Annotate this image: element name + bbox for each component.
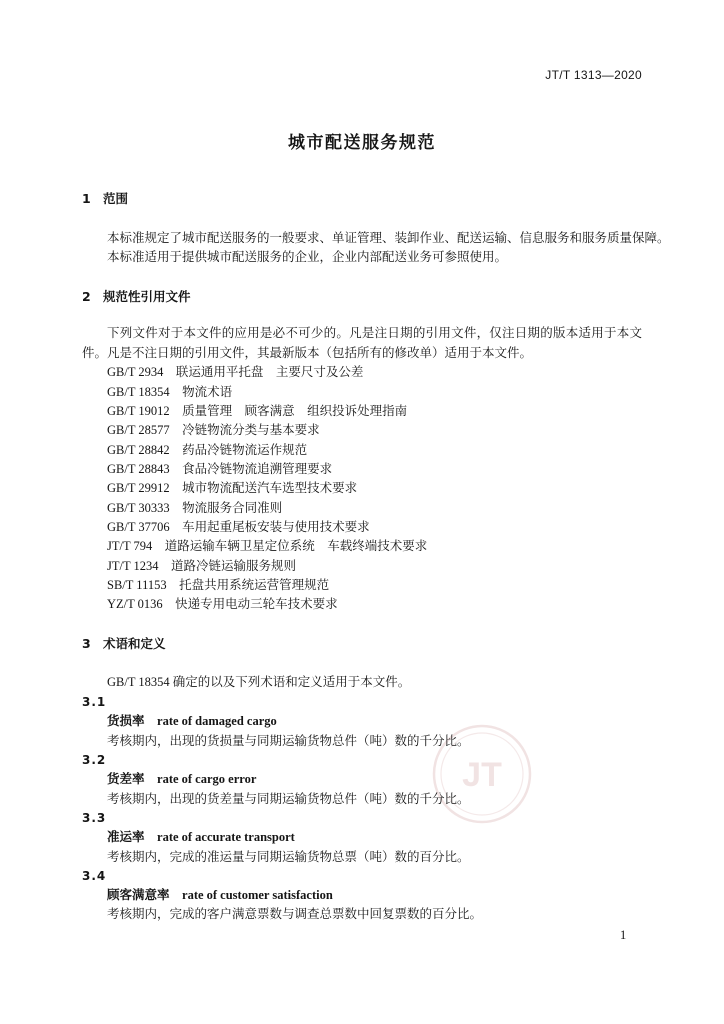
- reference-code: GB/T 29912: [107, 481, 170, 495]
- reference-title: 托盘共用系统运营管理规范: [179, 578, 330, 592]
- section-number: 1: [82, 191, 91, 206]
- term-name: [107, 711, 277, 731]
- term-name: [107, 885, 333, 905]
- term-number: 3.1: [82, 695, 107, 709]
- reference-title: 城市物流配送汽车选型技术要求: [182, 481, 358, 495]
- reference-item: [107, 517, 370, 537]
- reference-item: [107, 536, 427, 556]
- reference-title: 道路运输车辆卫星定位系统 车载终端技术要求: [164, 539, 428, 553]
- reference-item: [107, 401, 407, 421]
- reference-item: [107, 440, 307, 460]
- reference-code: JT/T 794: [107, 539, 153, 553]
- standard-number: JT/T 1313—2020: [545, 68, 642, 82]
- term-definition: 考核期内，出现的货损量与同期运输货物总件（吨）数的千分比。: [107, 734, 470, 748]
- section-title: 规范性引用文件: [103, 289, 191, 304]
- reference-title: 物流服务合同准则: [182, 501, 283, 515]
- reference-item: [107, 362, 363, 382]
- term-name-en: rate of customer satisfaction: [182, 888, 333, 902]
- reference-item: [107, 459, 332, 479]
- reference-title: 车用起重尾板安装与使用技术要求: [182, 520, 370, 534]
- reference-item: [107, 556, 296, 576]
- term-name: [107, 769, 256, 789]
- reference-code: GB/T 28842: [107, 443, 170, 457]
- reference-item: [107, 420, 320, 440]
- section-title: 范围: [103, 191, 129, 206]
- reference-title: 质量管理 顾客满意 组织投诉处理指南: [182, 404, 408, 418]
- reference-item: [107, 594, 338, 614]
- term-number: 3.2: [82, 753, 107, 767]
- reference-title: 快递专用电动三轮车技术要求: [175, 597, 338, 611]
- term-number: 3.3: [82, 811, 107, 825]
- term-number: 3.4: [82, 869, 107, 883]
- section-number: 2: [82, 289, 91, 304]
- references-intro-line: 件。凡是不注日期的引用文件，其最新版本（包括所有的修改单）适用于本文件。: [82, 346, 533, 360]
- reference-item: [107, 382, 232, 402]
- reference-code: SB/T 11153: [107, 578, 167, 592]
- reference-title: 联运通用平托盘 主要尺寸及公差: [175, 365, 364, 379]
- reference-code: GB/T 19012: [107, 404, 170, 418]
- reference-code: GB/T 30333: [107, 501, 170, 515]
- term-name-en: rate of cargo error: [157, 772, 257, 786]
- term-name-en: rate of damaged cargo: [157, 714, 277, 728]
- term-name-zh: 准运率: [107, 829, 145, 844]
- scope-paragraph: 本标准适用于提供城市配送服务的企业，企业内部配送业务可参照使用。: [107, 250, 508, 264]
- document-title: 城市配送服务规范: [288, 133, 436, 153]
- term-name-zh: 货差率: [107, 771, 145, 786]
- reference-title: 道路冷链运输服务规则: [171, 559, 297, 573]
- reference-code: GB/T 2934: [107, 365, 164, 379]
- term-definition: 考核期内，出现的货差量与同期运输货物总件（吨）数的千分比。: [107, 792, 470, 806]
- reference-code: GB/T 28843: [107, 462, 170, 476]
- section-title: 术语和定义: [103, 636, 166, 651]
- term-name-en: rate of accurate transport: [157, 830, 295, 844]
- reference-code: GB/T 18354: [107, 385, 170, 399]
- reference-title: 物流术语: [182, 385, 233, 399]
- term-definition: 考核期内，完成的客户满意票数与调查总票数中回复票数的百分比。: [107, 907, 483, 921]
- reference-code: YZ/T 0136: [107, 597, 163, 611]
- references-intro-line: 下列文件对于本文件的应用是必不可少的。凡是注日期的引用文件，仅注日期的版本适用于本文: [107, 326, 642, 340]
- reference-item: [107, 498, 282, 518]
- reference-item: [107, 575, 329, 595]
- section-heading-terms: [82, 634, 166, 654]
- reference-item: [107, 478, 357, 498]
- reference-title: 冷链物流分类与基本要求: [182, 423, 320, 437]
- term-name-zh: 货损率: [107, 713, 145, 728]
- reference-code: GB/T 28577: [107, 423, 170, 437]
- reference-title: 食品冷链物流追溯管理要求: [182, 462, 333, 476]
- term-name-zh: 顾客满意率: [107, 887, 170, 902]
- term-definition: 考核期内，完成的准运量与同期运输货物总票（吨）数的百分比。: [107, 850, 470, 864]
- section-heading-references: [82, 287, 191, 307]
- watermark-text: JT: [462, 756, 502, 794]
- terms-intro: GB/T 18354 确定的以及下列术语和定义适用于本文件。: [107, 675, 411, 689]
- reference-title: 药品冷链物流运作规范: [182, 443, 308, 457]
- page-number: 1: [620, 928, 627, 942]
- term-name: [107, 827, 295, 847]
- reference-code: JT/T 1234: [107, 559, 159, 573]
- section-heading-scope: [82, 189, 128, 209]
- reference-code: GB/T 37706: [107, 520, 170, 534]
- scope-paragraph: 本标准规定了城市配送服务的一般要求、单证管理、装卸作业、配送运输、信息服务和服务质量保障。: [107, 231, 670, 245]
- section-number: 3: [82, 636, 91, 651]
